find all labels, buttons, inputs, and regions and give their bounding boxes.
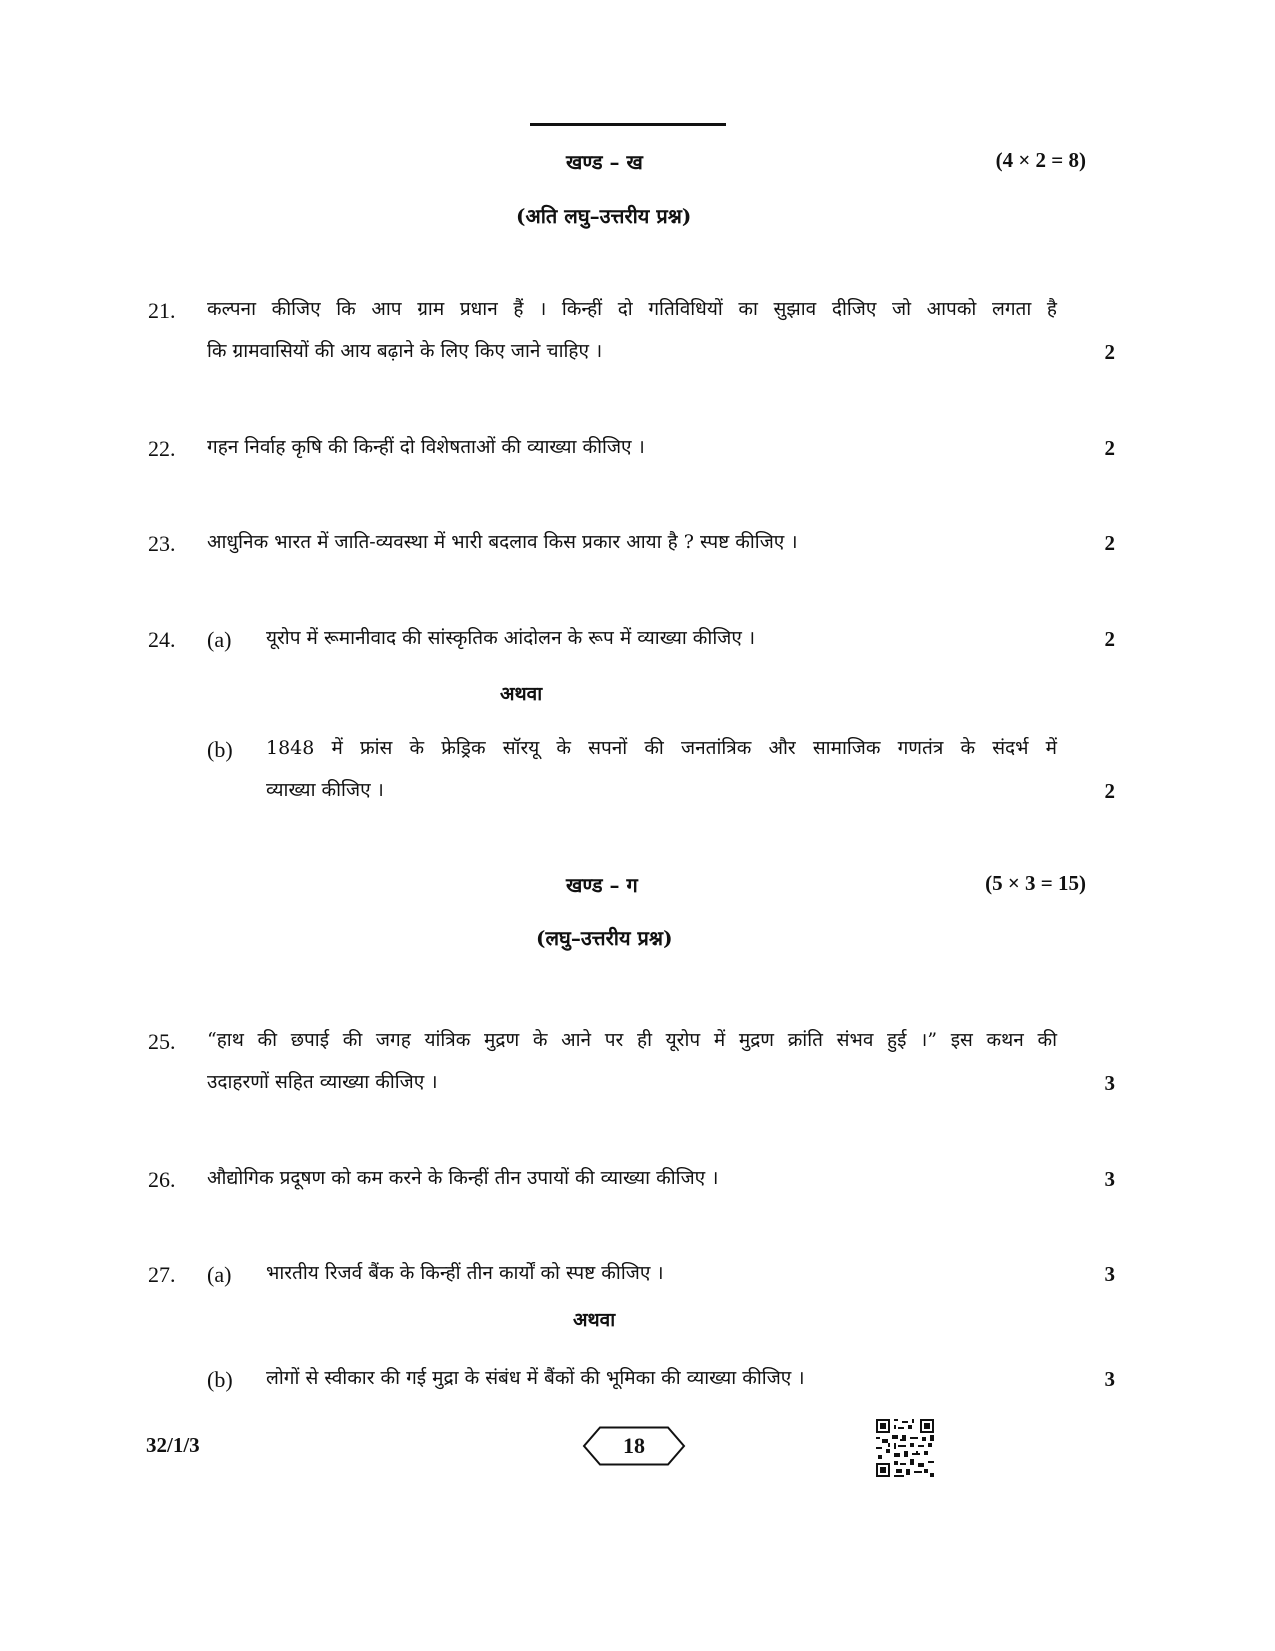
question-marks: 2 <box>1104 436 1115 460</box>
option-label: (b) <box>207 1367 233 1392</box>
question-number: 23. <box>148 531 176 556</box>
top-rule <box>530 123 726 126</box>
question-marks: 2 <box>1104 779 1115 803</box>
option-text: यूरोप में रूमानीवाद की सांस्कृतिक आंदोलन के रूप में व्याख्या कीजिए । <box>266 627 756 649</box>
question-text: उदाहरणों सहित व्याख्या कीजिए । <box>207 1071 438 1093</box>
option-text: व्याख्या कीजिए । <box>266 779 384 801</box>
question-marks: 2 <box>1104 531 1115 555</box>
page-number: 18 <box>623 1433 645 1458</box>
option-label: (a) <box>207 627 232 652</box>
question-number: 22. <box>148 436 176 461</box>
section-c-title: खण्ड – ग <box>566 873 638 897</box>
question-number: 26. <box>148 1167 176 1192</box>
question-marks: 2 <box>1104 627 1115 651</box>
question-text: आधुनिक भारत में जाति-व्यवस्था में भारी बदलाव किस प्रकार आया है ? स्पष्ट कीजिए । <box>207 531 798 553</box>
or-separator: अथवा <box>500 683 543 705</box>
question-marks: 3 <box>1104 1262 1115 1286</box>
question-number: 25. <box>148 1029 176 1054</box>
section-b-subtitle: (अति लघु–उत्तरीय प्रश्न) <box>516 204 692 228</box>
page-number-badge <box>582 1426 686 1466</box>
paper-code: 32/1/3 <box>146 1433 200 1457</box>
or-separator: अथवा <box>573 1309 616 1331</box>
question-text: गहन निर्वाह कृषि की किन्हीं दो विशेषताओं की व्याख्या कीजिए । <box>207 436 645 458</box>
section-c-marks: (5 × 3 = 15) <box>985 871 1086 895</box>
question-number: 27. <box>148 1262 176 1287</box>
question-text: “हाथ की छपाई की जगह यांत्रिक मुद्रण के आने पर ही यूरोप में मुद्रण क्रांति संभव हुई ।” इस कथन की <box>207 1029 1057 1051</box>
option-label: (b) <box>207 737 233 762</box>
question-marks: 3 <box>1104 1167 1115 1191</box>
option-label: (a) <box>207 1262 232 1287</box>
question-text: कि ग्रामवासियों की आय बढ़ाने के लिए किए जाने चाहिए । <box>207 340 603 362</box>
question-text: कल्पना कीजिए कि आप ग्राम प्रधान हैं । किन्हीं दो गतिविधियों का सुझाव दीजिए जो आपको लगता है <box>207 298 1057 320</box>
question-marks: 3 <box>1104 1367 1115 1391</box>
question-number: 21. <box>148 298 176 323</box>
question-marks: 2 <box>1104 340 1115 364</box>
question-text: औद्योगिक प्रदूषण को कम करने के किन्हीं तीन उपायों की व्याख्या कीजिए । <box>207 1167 719 1189</box>
section-b-marks: (4 × 2 = 8) <box>995 148 1086 172</box>
section-b-title: खण्ड – ख <box>566 150 643 174</box>
option-text: 1848 में फ्रांस के फ्रेड्रिक सॉरयू के सपनों की जनतांत्रिक और सामाजिक गणतंत्र के संदर्भ में <box>266 737 1057 759</box>
question-number: 24. <box>148 627 176 652</box>
option-text: लोगों से स्वीकार की गई मुद्रा के संबंध में बैंकों की भूमिका की व्याख्या कीजिए । <box>266 1367 805 1389</box>
section-c-subtitle: (लघु–उत्तरीय प्रश्न) <box>536 926 673 950</box>
qr-code-icon <box>876 1419 934 1477</box>
option-text: भारतीय रिजर्व बैंक के किन्हीं तीन कार्यों को स्पष्ट कीजिए । <box>266 1262 664 1284</box>
question-marks: 3 <box>1104 1071 1115 1095</box>
